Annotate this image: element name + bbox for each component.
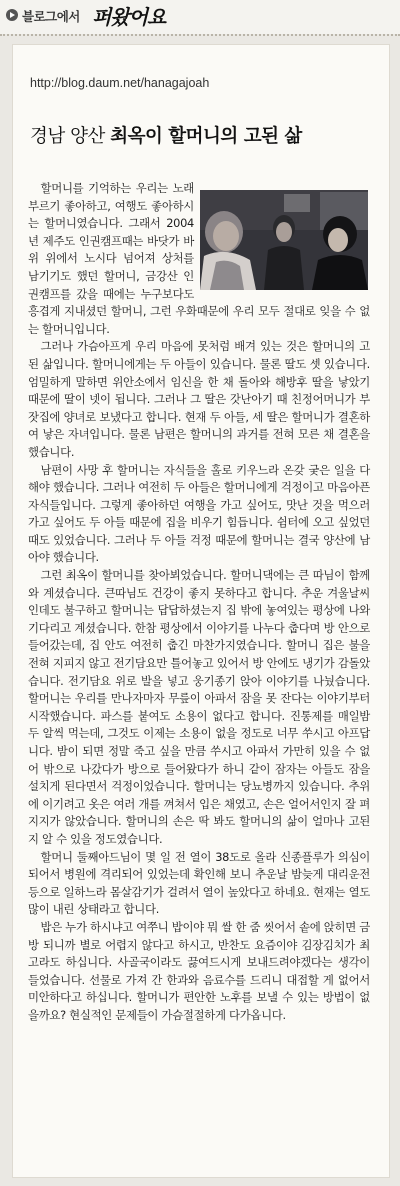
paragraph: 밥은 누가 하시냐고 여쭈니 밥이야 뭐 쌀 한 줌 씻어서 솥에 앉히면 금방 되니까 별로 어렵지 않다고 하시고, 반찬도 요즘이야 김장김치가 최고라도 하십니다. 사골국이라도 끓여드시게 보내드려야겠다는 생각이 들었습니다. 선물로 가져 간 한과와 음료수를 드리니 대접할 게 없어서 미안하다고 하십니다. 할머니가 편안한 노후를 보낼 수 있는 방법이 없을까요? 현실적인 문제들이 가슴절절하게 다가옵니다. xyxy=(28,919,370,1022)
blog-url[interactable]: http://blog.daum.net/hanagajoah xyxy=(30,76,210,90)
paragraph: 남편이 사망 후 할머니는 자식들을 홀로 키우느라 온갖 궂은 일을 다 해야 했습니다. 그러나 여전히 두 아들은 할머니에게 걱정이고 마음아픈 자식들입니다. 그렇게 좋아하던 여행을 가고 싶어도, 맛난 것을 먹으러 가고 싶어도 두 아들 때문에 집을 비우기 힘듭니다. 쉼터에 오고 싶었던 때도 있었습니다. 그러나 두 아들 걱정 때문에 할머니는 결국 양산에 남아야 했습니다. xyxy=(28,462,370,565)
title-prefix: 경남 양산 xyxy=(30,126,111,147)
title-main: 최옥이 할머니의 고된 삶 xyxy=(110,126,302,147)
paragraph: 할머니를 기억하는 우리는 노래부르기 좋아하고, 여행도 좋아하시는 할머니였습니다. 그래서 2004년 제주도 인권캠프때는 바닷가 바위 위에서 노시다 넘어져 상처를 남기기도 했던 할머니, 금강산 인권캠프를 갔을 때에는 누구보다도 흥겹게 지내셨던 할머니, 그런 우화때문에 우리 모두 절대로 잊을 수 없는 할머니입니다. xyxy=(28,181,370,336)
section-header xyxy=(0,0,400,34)
paragraph: 그러나 가슴아프게 우리 마음에 못처럼 배겨 있는 것은 할머니의 고된 삶입니다. 할머니에게는 두 아들이 있습니다. 물론 딸도 셋 있습니다. 엄밀하게 말하면 위안소에서 임신을 한 채 돌아와 해방후 딸을 낳았기 때문에 딸이 넷이 됩니다. 그러나 그 딸은 갓난아기 때 친정어머니가 부잣집에 양녀로 보냈다고 합니다. 현재 두 아들, 세 딸은 할머니가 결혼하여 낳은 자녀입니다. 물론 남편은 할머니의 과거를 전혀 모른 채 결혼을 했습니다. xyxy=(28,339,370,459)
header-divider xyxy=(0,34,400,36)
article-body xyxy=(28,180,370,1025)
paragraph: 할머니 둘째아드님이 몇 일 전 열이 38도로 올라 신종플루가 의심이 되어서 병원에 격리되어 있었는데 확인해 보니 추운날 밤늦게 대리운전 등으로 일하느라 몸살감기가 걸려서 열이 높았다고 하네요. 현재는 열도 많이 내린 상태라고 합니다. xyxy=(28,849,370,917)
play-bullet-icon xyxy=(6,9,18,21)
article-title xyxy=(30,122,302,148)
paragraph: 그런 최옥이 할머니를 찾아뵈었습니다. 할머니댁에는 큰 따님이 함께 와 계셨습니다. 큰따님도 건강이 좋지 못하다고 합니다. 추운 겨울날씨인데도 불구하고 할머니는 답답하셨는지 집 밖에 놓여있는 평상에 나와 기다리고 계셨습니다. 한참 평상에서 이야기를 나누다 춥다며 방 안으로 들어갔는데, 집 안도 여전히 춥긴 마찬가지였습니다. 할머니 집은 불을 전혀 지피지 않고 전기담요만 틀어놓고 있어서 방 안에도 냉기가 감돌았습니다. 전기담요 위로 발을 넣고 웅기종기 앉아 이야기를 나눴습니다. 할머니는 우리를 만나자마자 무릎이 아파서 잠을 못 잔다는 이야기부터 시작했습니다. 파스를 붙여도 소용이 없다고 합니다. 진통제를 매일밤 두 알씩 먹는데, 그것도 이제는 소용이 없을 정도로 너무 쑤시고 아프답니다. 밤이 되면 정말 죽고 싶을 만큼 쑤시고 아파서 가만히 있을 수 없어 밖으로 나갔다가 방으로 들어왔다가 하니 같이 잠자는 아들도 잠을 설치게 된다면서 걱정이었습니다. 할머니는 당뇨병까지 있습니다. 추위에 이기려고 옷은 여러 개를 껴쳐서 입은 채였고, 손은 얼어서인지 잘 펴지지가 않았습니다. 할머니의 손은 딱 봐도 할머니의 삶이 얼마나 고된지 알 수 있을 정도였습니다. xyxy=(28,568,370,846)
section-script-title: 퍼왔어요 xyxy=(92,5,166,29)
section-label: 블로그에서 xyxy=(22,9,80,24)
photo-spacer xyxy=(194,180,370,294)
